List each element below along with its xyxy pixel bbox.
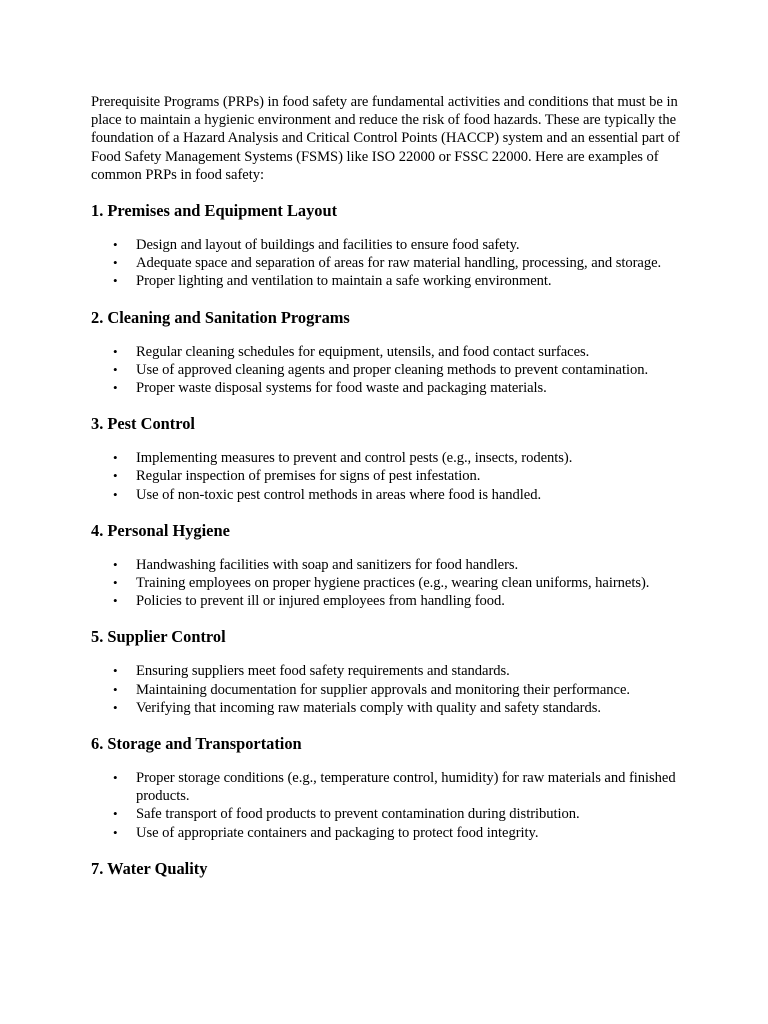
list-item-text: Use of approved cleaning agents and proper cleaning methods to prevent contamination.: [136, 361, 649, 378]
spacer: [91, 291, 681, 308]
section-water-quality: [91, 859, 681, 879]
list-item-text: Design and layout of buildings and facilities to ensure food safety.: [136, 237, 520, 254]
spacer: [91, 397, 681, 414]
list-item: [91, 467, 681, 485]
list-item: [91, 486, 681, 504]
section-heading: 4. Personal Hygiene: [91, 520, 230, 540]
document-page: [91, 93, 681, 879]
list-item-text: Safe transport of food products to prevent contamination during distribution.: [136, 806, 580, 823]
bullet-icon: •: [113, 824, 118, 840]
bullet-icon: •: [113, 255, 118, 271]
list-item: [91, 805, 681, 823]
spacer: [91, 754, 681, 769]
bullet-icon: •: [113, 486, 118, 502]
list-item: [91, 824, 681, 842]
bullet-icon: •: [113, 468, 118, 484]
list-item-text: Proper storage conditions (e.g., temperature control, humidity) for raw materials and finished products.: [136, 770, 676, 805]
bullet-icon: •: [113, 450, 118, 466]
bullet-list: [91, 236, 681, 291]
list-item: [91, 769, 681, 805]
bullet-icon: •: [113, 273, 118, 289]
list-item: [91, 574, 681, 592]
spacer: [91, 221, 681, 236]
section-heading: 3. Pest Control: [91, 414, 195, 434]
list-item: [91, 699, 681, 717]
list-item-text: Use of appropriate containers and packaging to protect food integrity.: [136, 824, 539, 841]
list-item: [91, 272, 681, 290]
bullet-list: [91, 769, 681, 842]
list-item: [91, 379, 681, 397]
section-pest-control: [91, 414, 681, 521]
list-item-text: Training employees on proper hygiene practices (e.g., wearing clean uniforms, hairnets).: [136, 575, 650, 592]
list-item-text: Proper lighting and ventilation to maintain a safe working environment.: [136, 273, 552, 290]
section-storage-transportation: [91, 734, 681, 859]
list-item: [91, 361, 681, 379]
bullet-icon: •: [113, 343, 118, 359]
bullet-icon: •: [113, 361, 118, 377]
list-item: [91, 254, 681, 272]
spacer: [91, 434, 681, 449]
list-item-text: Verifying that incoming raw materials comply with quality and safety standards.: [136, 699, 601, 716]
list-item: [91, 556, 681, 574]
list-item-text: Implementing measures to prevent and control pests (e.g., insects, rodents).: [136, 450, 573, 467]
spacer: [91, 541, 681, 556]
bullet-icon: •: [113, 237, 118, 253]
bullet-icon: •: [113, 593, 118, 609]
spacer: [91, 842, 681, 859]
list-item-text: Policies to prevent ill or injured employees from handling food.: [136, 593, 505, 610]
list-item-text: Handwashing facilities with soap and sanitizers for food handlers.: [136, 556, 519, 573]
section-heading: 1. Premises and Equipment Layout: [91, 201, 338, 221]
list-item-text: Regular cleaning schedules for equipment, utensils, and food contact surfaces.: [136, 343, 590, 360]
list-item: [91, 662, 681, 680]
bullet-icon: •: [113, 556, 118, 572]
list-item: [91, 681, 681, 699]
bullet-icon: •: [113, 770, 118, 786]
section-heading: 2. Cleaning and Sanitation Programs: [91, 307, 350, 327]
bullet-icon: •: [113, 699, 118, 715]
section-heading: 7. Water Quality: [91, 858, 208, 878]
section-personal-hygiene: [91, 521, 681, 628]
spacer: [91, 328, 681, 343]
list-item: [91, 343, 681, 361]
list-item-text: Regular inspection of premises for signs of pest infestation.: [136, 468, 481, 485]
list-item: [91, 449, 681, 467]
section-premises: [91, 201, 681, 308]
section-heading: 6. Storage and Transportation: [91, 734, 302, 754]
spacer: [91, 184, 681, 201]
bullet-list: [91, 662, 681, 717]
spacer: [91, 647, 681, 662]
spacer: [91, 717, 681, 734]
intro-paragraph: Prerequisite Programs (PRPs) in food safety are fundamental activities and conditions that must be in place to maintain a hygienic environment and reduce the risk of food hazards. These are typically the foundation of a Hazard Analysis and Critical Control Points (HACCP) system and an essential part of Food Safety Management Systems (FSMS) like ISO 22000 or FSSC 22000. Here are examples of common PRPs in food safety:: [91, 94, 680, 183]
bullet-icon: •: [113, 663, 118, 679]
list-item: [91, 236, 681, 254]
spacer: [91, 504, 681, 521]
section-heading: 5. Supplier Control: [91, 627, 226, 647]
bullet-list: [91, 449, 681, 504]
list-item-text: Ensuring suppliers meet food safety requirements and standards.: [136, 663, 510, 680]
bullet-icon: •: [113, 806, 118, 822]
list-item: [91, 592, 681, 610]
bullet-list: [91, 556, 681, 611]
list-item-text: Adequate space and separation of areas for raw material handling, processing, and storage.: [136, 255, 662, 272]
section-supplier-control: [91, 627, 681, 734]
bullet-list: [91, 343, 681, 398]
section-cleaning: [91, 308, 681, 415]
list-item-text: Maintaining documentation for supplier approvals and monitoring their performance.: [136, 681, 630, 698]
bullet-icon: •: [113, 380, 118, 396]
list-item-text: Use of non-toxic pest control methods in areas where food is handled.: [136, 486, 542, 503]
bullet-icon: •: [113, 681, 118, 697]
list-item-text: Proper waste disposal systems for food waste and packaging materials.: [136, 380, 547, 397]
spacer: [91, 610, 681, 627]
bullet-icon: •: [113, 575, 118, 591]
